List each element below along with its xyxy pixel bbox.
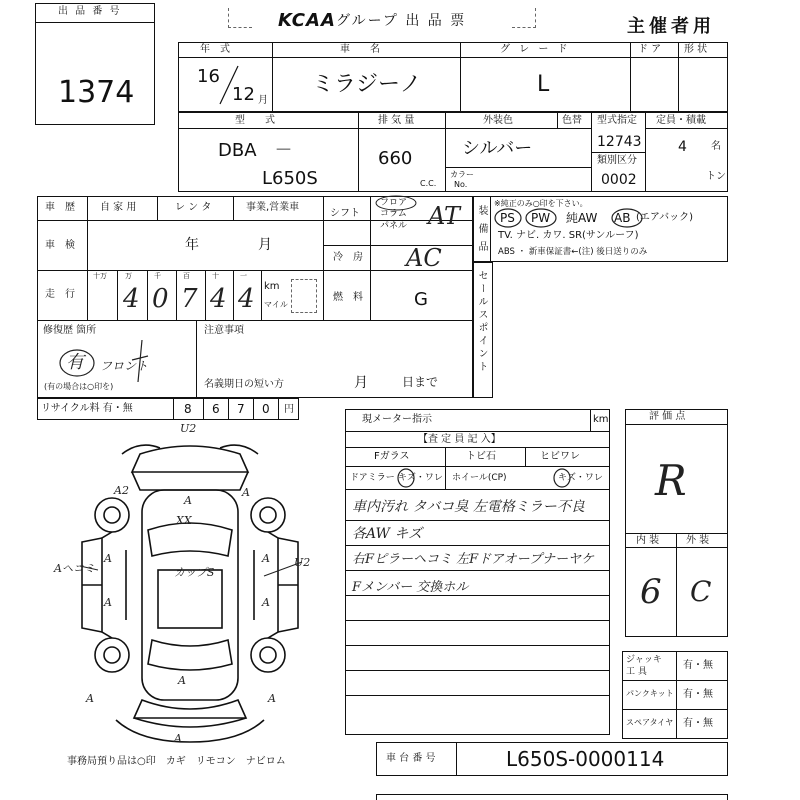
- car-name-label: 車 名: [340, 44, 380, 55]
- history-option-business: 事業,営業車: [246, 202, 300, 213]
- color-no-label-1: カラー: [450, 170, 474, 179]
- digit-label-1: 一: [240, 272, 247, 280]
- inspection-month-unit: 月: [258, 237, 272, 253]
- shift-option-column: コラム: [380, 209, 407, 219]
- score-label: 評 価 点: [649, 411, 686, 422]
- organizer-copy-label: 主催者用: [627, 16, 715, 37]
- spare-option: 有・無: [683, 718, 713, 729]
- lot-number-value: 1374: [58, 75, 135, 110]
- kcaa-logo: KCAA: [278, 10, 336, 31]
- puncture-option: 有・無: [683, 689, 713, 700]
- diagram-mark-a-left-door: A: [104, 552, 112, 565]
- diagram-mark-a2-left: A2: [114, 484, 129, 497]
- car-damage-diagram: [40, 420, 340, 760]
- equip-line3: ABS ・ 新車保証書←(注) 後日送りのみ: [498, 247, 648, 257]
- displacement-label: 排 気 量: [378, 115, 415, 126]
- shift-option-panel: パネル: [380, 221, 408, 231]
- interior-label: 内 装: [636, 535, 660, 546]
- year-label: 年 式: [200, 44, 230, 55]
- equip-line2: TV. ナビ. カワ. SR(サンルーフ): [498, 230, 639, 241]
- inspector-note-4: Fメンバー 交換ホル: [352, 580, 469, 595]
- equipment-vertical-label: 装備品: [476, 205, 487, 259]
- puncture-label: パンクキット: [626, 689, 674, 698]
- mileage-digit-1: 4: [238, 284, 255, 314]
- form-title: グループ 出 品 票: [336, 13, 467, 29]
- fuel-label: 燃 料: [333, 292, 363, 303]
- digit-label-100: 百: [183, 272, 190, 280]
- exterior-color-value: シルバー: [462, 138, 533, 159]
- inspection-label: 車 検: [45, 240, 75, 251]
- diagram-mark-roof: カップS: [174, 566, 215, 579]
- repair-mark-stroke: [128, 338, 150, 386]
- year-value: 16: [197, 66, 220, 87]
- bottom-partial-box: [376, 794, 728, 800]
- color-change-label: 色替: [562, 115, 582, 126]
- diagram-mark-a-hood: A: [184, 494, 192, 507]
- month-unit: 月: [258, 95, 268, 106]
- diagram-mark-u2-right: U2: [294, 556, 311, 569]
- glass-label: Fガラス: [374, 451, 410, 462]
- mileage-unit-km: km: [264, 281, 280, 292]
- category-label: 類別区分: [597, 155, 637, 166]
- shift-option-floor: フロア: [380, 198, 408, 208]
- mileage-digit-10: 4: [210, 284, 227, 314]
- mileage-digit-100: 7: [181, 284, 198, 314]
- diagram-mark-a-trunk: A: [178, 674, 186, 687]
- wheel-value: キズ・ワレ: [558, 473, 603, 483]
- capacity-label: 定員・積載: [656, 115, 706, 126]
- mileage-digit-1k: 0: [152, 284, 169, 314]
- glass-crack: ヒビワレ: [540, 451, 580, 462]
- chassis-value: L650S-0000114: [506, 747, 665, 771]
- digit-label-1k: 千: [154, 272, 161, 280]
- mileage-unit-mile: マイル: [264, 300, 288, 309]
- grade-label: グ レ ー ド: [500, 44, 571, 55]
- score-value: R: [655, 456, 687, 505]
- diagram-mark-dent-left: Aヘコミ: [54, 562, 95, 575]
- digit-label-10k: 万: [125, 272, 132, 280]
- recycle-digit-1: 8: [184, 402, 192, 416]
- equip-airbag: (エアバック): [636, 212, 694, 223]
- color-no-label-2: No.: [454, 180, 468, 189]
- diagram-mark-xx: XX: [176, 514, 192, 527]
- fuel-value: G: [414, 289, 428, 310]
- recycle-unit: 円: [284, 404, 294, 415]
- chassis-label: 車 台 番 号: [386, 753, 436, 764]
- interior-value: 6: [640, 572, 662, 612]
- equip-aw: 純AW: [566, 211, 598, 225]
- equipment-note: ※純正のみ○印を下さい。: [494, 199, 588, 208]
- wheel-label: ホイール(CP): [452, 473, 507, 483]
- load-unit: トン: [706, 171, 726, 182]
- cc-unit: C.C.: [420, 179, 437, 188]
- door-label: ド ア: [638, 44, 662, 55]
- stamp-area-left: [228, 8, 252, 28]
- diagram-mark-a-left-rear-door: A: [104, 596, 112, 609]
- inspection-year-unit: 年: [185, 237, 199, 253]
- equip-pw: PW: [531, 211, 551, 225]
- mileage-label: 走 行: [45, 289, 75, 300]
- stamp-area-right: [512, 8, 536, 28]
- history-option-rental: レ ン タ: [175, 202, 212, 213]
- notes-label: 注意事項: [204, 325, 244, 336]
- history-label: 車 歴: [45, 202, 75, 213]
- equip-ps: PS: [500, 211, 515, 225]
- car-name-value: ミラジーノ: [312, 72, 422, 97]
- mirror-circle: [396, 467, 416, 489]
- model-label: 型 式: [235, 115, 275, 126]
- mileage-check-box: [291, 279, 317, 313]
- mirror-value: キズ・ワレ: [398, 473, 443, 483]
- repair-value: 有: [66, 352, 84, 373]
- type-designation-label: 型式指定: [597, 115, 637, 126]
- shift-value: AT: [428, 202, 461, 230]
- inspector-note-1: 車内汚れ タバコ臭 左電格ミラー不良: [352, 499, 585, 515]
- expiry-day-unit: 日まで: [402, 375, 439, 389]
- meter-unit: km: [593, 414, 609, 425]
- repair-label: 修復歴 箇所: [43, 325, 97, 336]
- month-value: 12: [232, 84, 255, 105]
- shift-label: シフト: [330, 208, 360, 219]
- diagram-mark-a-bottom: A: [174, 732, 182, 745]
- recycle-digit-2: 6: [212, 402, 220, 416]
- exterior-color-label: 外装色: [483, 115, 513, 126]
- recycle-digit-3: 7: [237, 402, 245, 416]
- diagram-mark-a-right-rear: A: [268, 692, 276, 705]
- grade-value: L: [537, 72, 550, 97]
- office-note: 事務局預り品は○印 カギ リモコン ナビロム: [67, 756, 286, 767]
- jack-option: 有・無: [683, 660, 713, 671]
- meter-label: 現メーター指示: [362, 414, 432, 425]
- model-prefix: DBA －: [218, 140, 293, 161]
- ac-label: 冷 房: [333, 252, 363, 263]
- diagram-mark-a-right-door: A: [262, 552, 270, 565]
- type-designation-value: 12743: [597, 134, 642, 150]
- wheel-circle: [552, 467, 572, 489]
- digit-label-10: 十: [212, 272, 219, 280]
- diagram-mark-a-left-rear: A: [86, 692, 94, 705]
- diagram-mark-a-right-front: A: [242, 486, 250, 499]
- lot-number-label: 出 品 番 号: [58, 6, 122, 17]
- equip-ab: AB: [614, 211, 631, 225]
- model-value: L650S: [262, 168, 318, 189]
- digit-label-100k: 十万: [93, 272, 107, 280]
- exterior-value: C: [690, 575, 712, 608]
- inspector-header: 【査 定 員 記 入】: [418, 434, 501, 445]
- diagram-mark-a-right-rear-door: A: [262, 596, 270, 609]
- recycle-digit-4: 0: [262, 402, 270, 416]
- jack-label: ジャッキ 工 具: [626, 655, 662, 677]
- diagram-mark-u2-top: U2: [180, 422, 197, 435]
- equipment-circles: [494, 207, 654, 229]
- shape-label: 形 状: [684, 44, 708, 55]
- inspector-note-3: 右Fピラーヘコミ 左Fドアオープナーヤケ: [352, 552, 595, 567]
- glass-chip: トビ石: [466, 451, 496, 462]
- expiry-label: 名義期日の短い方: [204, 379, 284, 390]
- expiry-month-unit: 月: [354, 375, 368, 391]
- history-option-private: 自 家 用: [100, 202, 137, 213]
- inspector-note-2: 各AW キズ: [352, 526, 423, 542]
- recycle-label: リサイクル料 有・無: [41, 403, 133, 414]
- category-value: 0002: [601, 172, 637, 188]
- spare-label: スペアタイヤ: [626, 718, 674, 727]
- sales-point-vertical-label: セールスポイント: [476, 270, 487, 374]
- exterior-label: 外 装: [686, 535, 710, 546]
- mileage-digit-10k: 4: [123, 284, 140, 314]
- capacity-unit: 名: [711, 141, 721, 152]
- shift-floor-circle: [375, 195, 419, 211]
- capacity-value: 4: [678, 139, 687, 155]
- repair-note: (有の場合は○印を): [44, 382, 114, 391]
- ac-value: AC: [406, 244, 442, 272]
- displacement-value: 660: [378, 148, 413, 169]
- repair-location: フロント: [100, 359, 149, 373]
- mirror-label: ドアミラー: [350, 473, 395, 483]
